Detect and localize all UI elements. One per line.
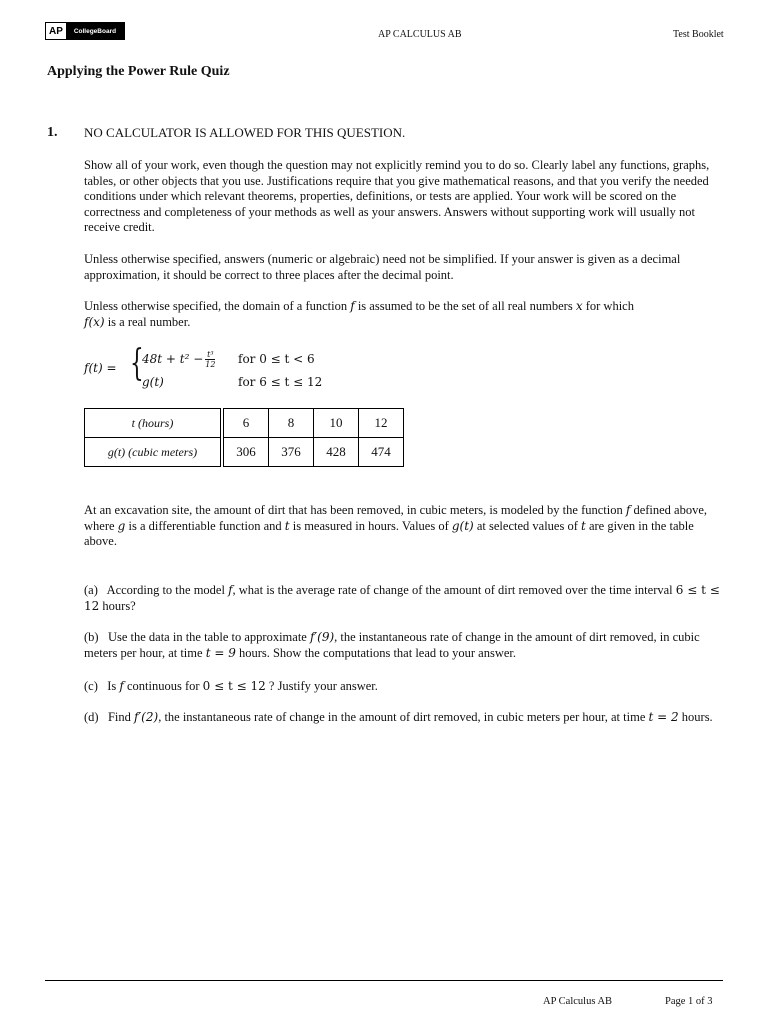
- table-row: [85, 438, 404, 467]
- math-t-equals-9: t = 9: [205, 645, 236, 660]
- table-header-t: t (hours): [85, 409, 223, 438]
- footer-divider: [45, 980, 723, 981]
- table-header-g: g(t) (cubic meters): [85, 438, 223, 467]
- data-table: [84, 408, 404, 467]
- piecewise-row-1: 48t + t² − $\frac{\text{t³}}{12}$: [142, 350, 216, 369]
- instructions-paragraph-1: Show all of your work, even though the question may not explicitly remind you to do so. Clearly label any functions, graphs, tables, or other objects that you use. Justifications require that you give mathematical reasons, and that you verify the needed conditions under which relevant theorems, properties, definitions, or tests are applied. Your work will be scored on the correctness and completeness of your methods as well as your answers. Answers without supporting work will usually not receive credit.: [84, 158, 710, 234]
- table-cell: 8: [269, 409, 314, 438]
- piecewise-condition-2: for 6 ≤ t ≤ 12: [238, 375, 323, 389]
- table-cell: 12: [359, 409, 404, 438]
- math-f-of-x: f(x): [84, 314, 105, 329]
- table-cell: 6: [222, 409, 269, 438]
- part-b: (b) Use the data in the table to approximate f′(9), the instantaneous rate of change in the amount of dirt removed, in cubic meters per hour, at time t = 9 hours. Show the computations that lead to your answer.: [84, 630, 700, 660]
- math-t-equals-2: t = 2: [648, 710, 679, 724]
- math-f-prime-2: f′(2): [134, 710, 159, 724]
- ap-collegeboard-logo: [45, 22, 125, 40]
- header-booklet: Test Booklet: [673, 29, 724, 40]
- logo-collegeboard-text: CollegeBoard: [66, 23, 124, 39]
- part-b-label: (b): [84, 630, 99, 644]
- left-brace-icon: {: [130, 343, 144, 384]
- header-course: AP CALCULUS AB: [378, 29, 462, 40]
- part-c-label: (c): [84, 679, 98, 693]
- instructions-paragraph-3: Unless otherwise specified, the domain of a function f is assumed to be the set of all real numbers x for which f(x) is a real number.: [84, 299, 634, 329]
- footer-page-number: Page 1 of 3: [665, 996, 713, 1007]
- math-interval: 6 ≤ t ≤ 12: [84, 583, 720, 613]
- piecewise-condition-1: for 0 ≤ t < 6: [238, 352, 315, 366]
- part-d-label: (d): [84, 710, 99, 724]
- math-interval: 0 ≤ t ≤ 12: [202, 679, 266, 693]
- math-x: x: [575, 299, 583, 313]
- math-f-prime-9: f′(9): [309, 630, 335, 644]
- part-c: (c) Is f continuous for 0 ≤ t ≤ 12 ? Justify your answer.: [84, 679, 378, 693]
- calculator-notice: NO CALCULATOR IS ALLOWED FOR THIS QUESTION.: [84, 125, 406, 140]
- question-number: 1.: [47, 125, 58, 140]
- table-cell: 306: [222, 438, 269, 467]
- logo-ap-text: AP: [46, 23, 66, 39]
- table-cell: 474: [359, 438, 404, 467]
- piecewise-lhs: f(t) =: [84, 361, 117, 375]
- page-title: Applying the Power Rule Quiz: [47, 64, 230, 79]
- scenario-paragraph: At an excavation site, the amount of dirt that has been removed, in cubic meters, is modeled by the function f defined above, where g is a differentiable function and t is measured in hours. Values of g(t) at selected values of t are given in the table above.: [84, 503, 708, 548]
- table-cell: 10: [314, 409, 359, 438]
- part-a-label: (a): [84, 583, 98, 597]
- fraction-t-cubed-over-12: $\frac{\text{t³}}{12}$: [205, 350, 216, 369]
- table-cell: 428: [314, 438, 359, 467]
- table-row: [85, 409, 404, 438]
- piecewise-function: [84, 345, 384, 395]
- piecewise-row-2: g(t): [142, 375, 164, 389]
- table-cell: 376: [269, 438, 314, 467]
- part-a: (a) According to the model f, what is the average rate of change of the amount of dirt removed over the time interval 6 ≤ t ≤ 12 hours?: [84, 583, 720, 613]
- math-f: f: [350, 299, 355, 313]
- footer-course: AP Calculus AB: [543, 996, 613, 1007]
- instructions-paragraph-2: Unless otherwise specified, answers (numeric or algebraic) need not be simplified. If your answer is given as a decimal approximation, it should be correct to three places after the decimal point.: [84, 252, 681, 282]
- part-d: (d) Find f′(2), the instantaneous rate of change in the amount of dirt removed, in cubic meters per hour, at time t = 2 hours.: [84, 710, 713, 724]
